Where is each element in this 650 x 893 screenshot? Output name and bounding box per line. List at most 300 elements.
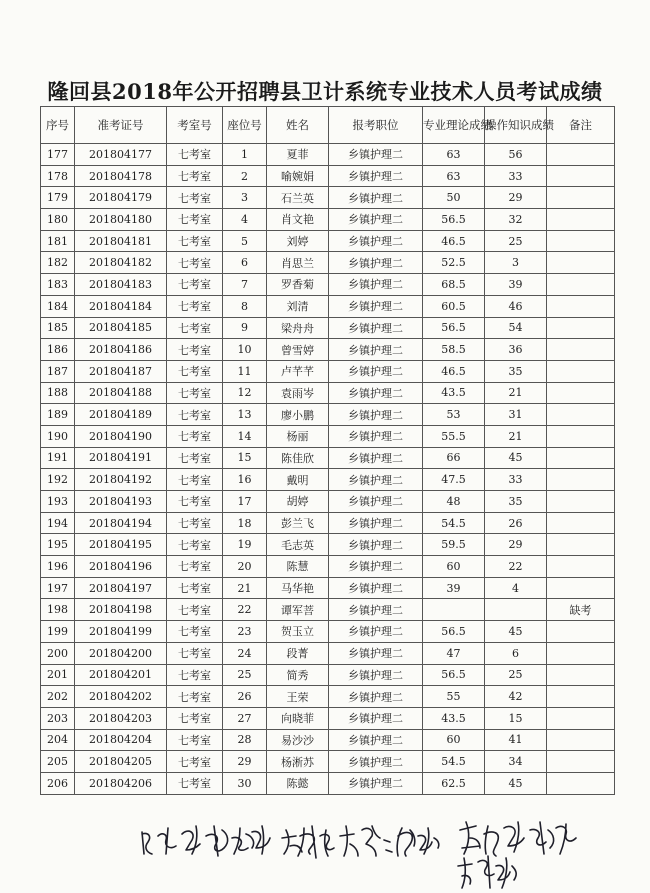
cell-remark (547, 274, 615, 296)
cell-theory: 50 (423, 187, 485, 209)
cell-practice: 35 (485, 360, 547, 382)
cell-room: 七考室 (167, 187, 223, 209)
cell-room: 七考室 (167, 360, 223, 382)
cell-position: 乡镇护理二 (329, 512, 423, 534)
cell-name: 石兰英 (267, 187, 329, 209)
cell-name: 毛志英 (267, 534, 329, 556)
cell-name: 向晓菲 (267, 707, 329, 729)
cell-theory: 56.5 (423, 317, 485, 339)
cell-practice: 33 (485, 165, 547, 187)
cell-theory: 46.5 (423, 360, 485, 382)
cell-practice: 29 (485, 187, 547, 209)
cell-room: 七考室 (167, 382, 223, 404)
cell-practice: 45 (485, 772, 547, 794)
table-row (41, 534, 615, 556)
cell-name: 王荣 (267, 686, 329, 708)
cell-practice: 25 (485, 230, 547, 252)
table-row (41, 230, 615, 252)
cell-position: 乡镇护理二 (329, 534, 423, 556)
cell-seq: 182 (41, 252, 75, 274)
cell-seat: 8 (223, 295, 267, 317)
cell-seq: 186 (41, 339, 75, 361)
cell-practice: 41 (485, 729, 547, 751)
table-row (41, 209, 615, 231)
table-row (41, 577, 615, 599)
cell-theory: 55 (423, 686, 485, 708)
cell-remark (547, 751, 615, 773)
cell-theory: 56.5 (423, 209, 485, 231)
cell-position: 乡镇护理二 (329, 360, 423, 382)
cell-seat: 30 (223, 772, 267, 794)
cell-practice (485, 599, 547, 621)
cell-seq: 185 (41, 317, 75, 339)
cell-seq: 191 (41, 447, 75, 469)
cell-seq: 193 (41, 491, 75, 513)
cell-theory: 54.5 (423, 512, 485, 534)
cell-theory: 53 (423, 404, 485, 426)
cell-theory: 43.5 (423, 382, 485, 404)
cell-ticket: 201804178 (75, 165, 167, 187)
cell-ticket: 201804205 (75, 751, 167, 773)
cell-remark (547, 425, 615, 447)
cell-remark (547, 209, 615, 231)
cell-ticket: 201804184 (75, 295, 167, 317)
table-row (41, 621, 615, 643)
cell-ticket: 201804181 (75, 230, 167, 252)
cell-remark (547, 772, 615, 794)
cell-seat: 17 (223, 491, 267, 513)
cell-room: 七考室 (167, 664, 223, 686)
cell-remark (547, 729, 615, 751)
cell-remark (547, 469, 615, 491)
cell-theory: 58.5 (423, 339, 485, 361)
cell-position: 乡镇护理二 (329, 230, 423, 252)
table-row (41, 339, 615, 361)
cell-theory: 63 (423, 144, 485, 166)
cell-seat: 29 (223, 751, 267, 773)
cell-room: 七考室 (167, 274, 223, 296)
cell-position: 乡镇护理二 (329, 187, 423, 209)
cell-position: 乡镇护理二 (329, 707, 423, 729)
cell-seq: 200 (41, 642, 75, 664)
cell-theory: 47.5 (423, 469, 485, 491)
cell-practice: 22 (485, 556, 547, 578)
cell-seq: 198 (41, 599, 75, 621)
table-row (41, 360, 615, 382)
cell-seq: 184 (41, 295, 75, 317)
cell-practice: 56 (485, 144, 547, 166)
cell-remark (547, 404, 615, 426)
cell-room: 七考室 (167, 729, 223, 751)
cell-position: 乡镇护理二 (329, 599, 423, 621)
cell-seq: 201 (41, 664, 75, 686)
table-row (41, 512, 615, 534)
cell-position: 乡镇护理二 (329, 621, 423, 643)
cell-remark (547, 512, 615, 534)
cell-position: 乡镇护理二 (329, 469, 423, 491)
cell-theory: 52.5 (423, 252, 485, 274)
cell-name: 段菁 (267, 642, 329, 664)
cell-room: 七考室 (167, 621, 223, 643)
cell-ticket: 201804199 (75, 621, 167, 643)
cell-seat: 2 (223, 165, 267, 187)
signature-4 (460, 822, 576, 856)
cell-theory: 66 (423, 447, 485, 469)
cell-room: 七考室 (167, 512, 223, 534)
cell-seat: 12 (223, 382, 267, 404)
cell-seq: 206 (41, 772, 75, 794)
cell-theory: 46.5 (423, 230, 485, 252)
cell-practice: 21 (485, 382, 547, 404)
header-practice: 操作知识成绩 (485, 107, 547, 144)
cell-theory: 60 (423, 556, 485, 578)
table-body (41, 144, 615, 795)
cell-remark (547, 382, 615, 404)
cell-room: 七考室 (167, 425, 223, 447)
cell-position: 乡镇护理二 (329, 404, 423, 426)
cell-seat: 16 (223, 469, 267, 491)
cell-ticket: 201804191 (75, 447, 167, 469)
header-remark: 备注 (547, 107, 615, 144)
cell-position: 乡镇护理二 (329, 317, 423, 339)
cell-seq: 177 (41, 144, 75, 166)
cell-ticket: 201804203 (75, 707, 167, 729)
cell-name: 刘清 (267, 295, 329, 317)
cell-position: 乡镇护理二 (329, 577, 423, 599)
cell-ticket: 201804196 (75, 556, 167, 578)
cell-seat: 19 (223, 534, 267, 556)
cell-seq: 181 (41, 230, 75, 252)
table-row (41, 317, 615, 339)
cell-room: 七考室 (167, 295, 223, 317)
table-row (41, 707, 615, 729)
cell-seat: 21 (223, 577, 267, 599)
table-row (41, 252, 615, 274)
cell-theory: 48 (423, 491, 485, 513)
header-position: 报考职位 (329, 107, 423, 144)
cell-theory: 43.5 (423, 707, 485, 729)
cell-position: 乡镇护理二 (329, 664, 423, 686)
cell-ticket: 201804192 (75, 469, 167, 491)
cell-practice: 29 (485, 534, 547, 556)
cell-ticket: 201804198 (75, 599, 167, 621)
cell-ticket: 201804194 (75, 512, 167, 534)
cell-room: 七考室 (167, 556, 223, 578)
cell-position: 乡镇护理二 (329, 491, 423, 513)
cell-ticket: 201804182 (75, 252, 167, 274)
scores-table (40, 106, 615, 795)
cell-remark (547, 447, 615, 469)
cell-practice: 15 (485, 707, 547, 729)
cell-seq: 190 (41, 425, 75, 447)
cell-ticket: 201804187 (75, 360, 167, 382)
cell-theory: 62.5 (423, 772, 485, 794)
cell-name: 刘婷 (267, 230, 329, 252)
cell-seat: 9 (223, 317, 267, 339)
table-row (41, 686, 615, 708)
cell-practice: 39 (485, 274, 547, 296)
cell-seat: 23 (223, 621, 267, 643)
cell-practice: 25 (485, 664, 547, 686)
cell-practice: 3 (485, 252, 547, 274)
cell-theory (423, 599, 485, 621)
page-title: 隆回县2018年公开招聘县卫计系统专业技术人员考试成绩 (47, 79, 603, 104)
cell-name: 谭军菩 (267, 599, 329, 621)
cell-remark (547, 187, 615, 209)
cell-remark (547, 295, 615, 317)
cell-seat: 24 (223, 642, 267, 664)
cell-practice: 32 (485, 209, 547, 231)
cell-seat: 27 (223, 707, 267, 729)
cell-remark (547, 144, 615, 166)
cell-seat: 22 (223, 599, 267, 621)
cell-practice: 54 (485, 317, 547, 339)
cell-seq: 192 (41, 469, 75, 491)
cell-position: 乡镇护理二 (329, 642, 423, 664)
cell-room: 七考室 (167, 772, 223, 794)
cell-theory: 56.5 (423, 621, 485, 643)
cell-remark (547, 642, 615, 664)
header-room: 考室号 (167, 107, 223, 144)
cell-name: 陈懿 (267, 772, 329, 794)
cell-theory: 39 (423, 577, 485, 599)
cell-seq: 204 (41, 729, 75, 751)
cell-seat: 1 (223, 144, 267, 166)
cell-ticket: 201804188 (75, 382, 167, 404)
cell-name: 曾雪婷 (267, 339, 329, 361)
cell-room: 七考室 (167, 751, 223, 773)
cell-theory: 54.5 (423, 751, 485, 773)
table-row (41, 642, 615, 664)
cell-name: 陈慧 (267, 556, 329, 578)
cell-remark: 缺考 (547, 599, 615, 621)
cell-seat: 18 (223, 512, 267, 534)
cell-ticket: 201804177 (75, 144, 167, 166)
cell-position: 乡镇护理二 (329, 751, 423, 773)
cell-theory: 59.5 (423, 534, 485, 556)
cell-ticket: 201804206 (75, 772, 167, 794)
cell-practice: 45 (485, 621, 547, 643)
cell-remark (547, 230, 615, 252)
signature-3 (340, 826, 439, 856)
cell-ticket: 201804201 (75, 664, 167, 686)
cell-position: 乡镇护理二 (329, 165, 423, 187)
cell-ticket: 201804202 (75, 686, 167, 708)
cell-practice: 31 (485, 404, 547, 426)
header-theory: 专业理论成绩 (423, 107, 485, 144)
cell-ticket: 201804185 (75, 317, 167, 339)
table-row (41, 491, 615, 513)
cell-position: 乡镇护理二 (329, 686, 423, 708)
cell-position: 乡镇护理二 (329, 144, 423, 166)
cell-remark (547, 664, 615, 686)
table-row (41, 599, 615, 621)
cell-ticket: 201804189 (75, 404, 167, 426)
cell-room: 七考室 (167, 339, 223, 361)
cell-seq: 202 (41, 686, 75, 708)
cell-practice: 36 (485, 339, 547, 361)
table-row (41, 772, 615, 794)
cell-seat: 6 (223, 252, 267, 274)
cell-name: 彭兰飞 (267, 512, 329, 534)
table-row (41, 469, 615, 491)
cell-remark (547, 686, 615, 708)
cell-remark (547, 556, 615, 578)
cell-ticket: 201804179 (75, 187, 167, 209)
cell-ticket: 201804186 (75, 339, 167, 361)
table-row (41, 751, 615, 773)
cell-practice: 6 (485, 642, 547, 664)
cell-remark (547, 165, 615, 187)
header-seq: 序号 (41, 107, 75, 144)
cell-name: 贺玉立 (267, 621, 329, 643)
cell-ticket: 201804204 (75, 729, 167, 751)
cell-ticket: 201804195 (75, 534, 167, 556)
signature-1 (142, 826, 270, 856)
cell-theory: 55.5 (423, 425, 485, 447)
cell-seq: 196 (41, 556, 75, 578)
cell-seq: 197 (41, 577, 75, 599)
cell-seat: 7 (223, 274, 267, 296)
cell-name: 袁雨岑 (267, 382, 329, 404)
cell-seat: 13 (223, 404, 267, 426)
cell-remark (547, 707, 615, 729)
cell-seq: 178 (41, 165, 75, 187)
cell-name: 卢芊芊 (267, 360, 329, 382)
cell-seat: 26 (223, 686, 267, 708)
cell-remark (547, 339, 615, 361)
cell-seq: 189 (41, 404, 75, 426)
cell-practice: 33 (485, 469, 547, 491)
cell-position: 乡镇护理二 (329, 339, 423, 361)
cell-theory: 60.5 (423, 295, 485, 317)
cell-name: 喻婉娟 (267, 165, 329, 187)
cell-name: 简秀 (267, 664, 329, 686)
cell-ticket: 201804193 (75, 491, 167, 513)
cell-name: 廖小鹏 (267, 404, 329, 426)
cell-room: 七考室 (167, 230, 223, 252)
cell-room: 七考室 (167, 577, 223, 599)
cell-name: 罗香菊 (267, 274, 329, 296)
cell-remark (547, 252, 615, 274)
cell-name: 肖文艳 (267, 209, 329, 231)
cell-room: 七考室 (167, 447, 223, 469)
cell-room: 七考室 (167, 469, 223, 491)
cell-position: 乡镇护理二 (329, 729, 423, 751)
cell-practice: 46 (485, 295, 547, 317)
cell-position: 乡镇护理二 (329, 252, 423, 274)
cell-seat: 28 (223, 729, 267, 751)
cell-name: 马华艳 (267, 577, 329, 599)
cell-practice: 35 (485, 491, 547, 513)
cell-room: 七考室 (167, 144, 223, 166)
cell-seq: 179 (41, 187, 75, 209)
cell-name: 杨丽 (267, 425, 329, 447)
table-row (41, 447, 615, 469)
cell-room: 七考室 (167, 686, 223, 708)
cell-room: 七考室 (167, 252, 223, 274)
cell-practice: 26 (485, 512, 547, 534)
cell-name: 戴明 (267, 469, 329, 491)
header-seat: 座位号 (223, 107, 267, 144)
cell-seq: 195 (41, 534, 75, 556)
cell-position: 乡镇护理二 (329, 274, 423, 296)
cell-room: 七考室 (167, 317, 223, 339)
cell-name: 易沙沙 (267, 729, 329, 751)
cell-seq: 187 (41, 360, 75, 382)
cell-name: 胡婷 (267, 491, 329, 513)
cell-seq: 183 (41, 274, 75, 296)
cell-room: 七考室 (167, 404, 223, 426)
cell-theory: 63 (423, 165, 485, 187)
cell-practice: 42 (485, 686, 547, 708)
cell-name: 肖思兰 (267, 252, 329, 274)
table-row (41, 556, 615, 578)
header-ticket: 准考证号 (75, 107, 167, 144)
cell-theory: 56.5 (423, 664, 485, 686)
cell-seq: 203 (41, 707, 75, 729)
cell-seat: 20 (223, 556, 267, 578)
cell-room: 七考室 (167, 165, 223, 187)
cell-theory: 68.5 (423, 274, 485, 296)
cell-room: 七考室 (167, 209, 223, 231)
table-row (41, 274, 615, 296)
cell-position: 乡镇护理二 (329, 382, 423, 404)
cell-ticket: 201804197 (75, 577, 167, 599)
cell-remark (547, 621, 615, 643)
cell-position: 乡镇护理二 (329, 425, 423, 447)
cell-practice: 45 (485, 447, 547, 469)
cell-seat: 3 (223, 187, 267, 209)
cell-position: 乡镇护理二 (329, 295, 423, 317)
cell-seat: 11 (223, 360, 267, 382)
table-row (41, 664, 615, 686)
cell-seq: 194 (41, 512, 75, 534)
cell-ticket: 201804183 (75, 274, 167, 296)
cell-seq: 199 (41, 621, 75, 643)
cell-practice: 4 (485, 577, 547, 599)
cell-remark (547, 360, 615, 382)
cell-seat: 25 (223, 664, 267, 686)
cell-remark (547, 577, 615, 599)
cell-seq: 180 (41, 209, 75, 231)
cell-practice: 21 (485, 425, 547, 447)
cell-room: 七考室 (167, 707, 223, 729)
cell-name: 陈佳欣 (267, 447, 329, 469)
cell-remark (547, 491, 615, 513)
cell-theory: 60 (423, 729, 485, 751)
cell-name: 夏菲 (267, 144, 329, 166)
cell-remark (547, 534, 615, 556)
cell-room: 七考室 (167, 491, 223, 513)
table-row (41, 404, 615, 426)
cell-room: 七考室 (167, 599, 223, 621)
cell-room: 七考室 (167, 642, 223, 664)
cell-seq: 205 (41, 751, 75, 773)
cell-seat: 15 (223, 447, 267, 469)
cell-ticket: 201804180 (75, 209, 167, 231)
cell-position: 乡镇护理二 (329, 447, 423, 469)
table-row (41, 729, 615, 751)
table-row (41, 425, 615, 447)
cell-ticket: 201804190 (75, 425, 167, 447)
cell-seat: 10 (223, 339, 267, 361)
signature-2 (282, 826, 334, 858)
cell-seat: 5 (223, 230, 267, 252)
cell-practice: 34 (485, 751, 547, 773)
cell-room: 七考室 (167, 534, 223, 556)
cell-name: 梁舟舟 (267, 317, 329, 339)
